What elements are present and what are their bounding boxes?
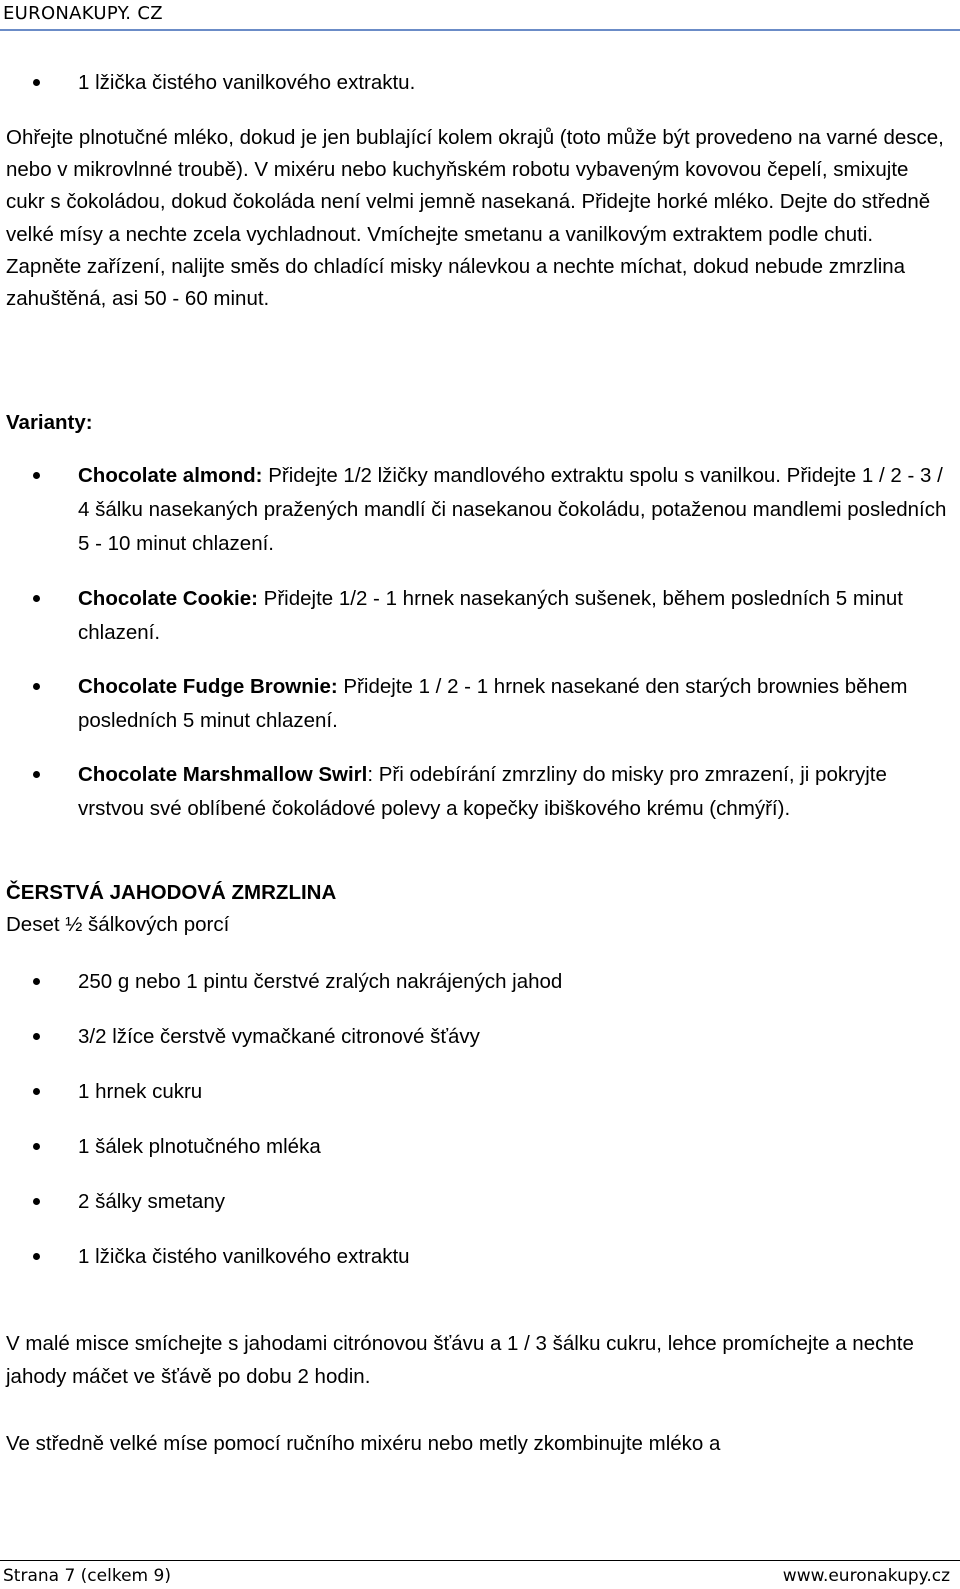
variant-description: : Při odebírání zmrzliny do misky pro zmrazení, ji pokryjte vrstvou své oblíbené čokoládové polevy a kopečky ibiškového krému (chmýří). [78, 763, 887, 820]
ingredient-text: 2 šálky smetany [78, 1190, 225, 1213]
footer-website: www.euronakupy.cz [782, 1566, 950, 1586]
list-item-text: 1 lžička čistého vanilkového extraktu. [78, 71, 416, 94]
variant-text [78, 582, 952, 650]
footer-divider [0, 1560, 960, 1561]
ingredient-text: 1 šálek plnotučného mléka [78, 1135, 321, 1158]
bullet-icon [33, 1253, 40, 1260]
variant-name: Chocolate Fudge Brownie: [78, 675, 338, 698]
recipe-step: Ve středně velké míse pomocí ručního mixéru nebo metly zkombinujte mléko a [6, 1432, 721, 1455]
variants-heading: Varianty: [6, 411, 93, 434]
instructions-paragraph: Ohřejte plnotučné mléko, dokud je jen bublající kolem okrajů (toto může být provedeno na varné desce, nebo v mikrovlnné troubě). V mixéru nebo kuchyňském robotu vybaveným kovovou čepelí, smixujte cukr s čokoládou, dokud čokoláda není velmi jemně nasekaná. Přidejte horké mléko. Dejte do středně velké mísy a nechte zcela vychladnout. Vmíchejte smetanu a vanilkovým extraktem podle chuti. Zapněte zařízení, nalijte směs do chladící misky nálevkou a nechte míchat, dokud nebude zmrzlina zahuštěná, asi 50 - 60 minut. [6, 126, 944, 311]
bullet-icon [33, 1033, 40, 1040]
bullet-icon [33, 472, 40, 479]
ingredient-text: 250 g nebo 1 pintu čerstvé zralých nakrájených jahod [78, 970, 563, 993]
bullet-icon [33, 1143, 40, 1150]
page-number: Strana 7 (celkem 9) [3, 1566, 171, 1586]
ingredient-text: 3/2 lžíce čerstvě vymačkané citronové šťávy [78, 1025, 480, 1048]
variant-name: Chocolate almond: [78, 464, 263, 487]
variant-text [78, 459, 952, 561]
bullet-icon [33, 1088, 40, 1095]
bullet-icon [33, 1198, 40, 1205]
bullet-icon [33, 595, 40, 602]
bullet-icon [33, 771, 40, 778]
variant-name: Chocolate Marshmallow Swirl [78, 763, 368, 786]
variant-description: Přidejte 1 / 2 - 1 hrnek nasekané den starých brownies během posledních 5 minut chlazení. [78, 675, 908, 732]
variant-text [78, 758, 952, 826]
bullet-icon [33, 79, 40, 86]
recipe-title: ČERSTVÁ JAHODOVÁ ZMRZLINA [6, 881, 337, 904]
page-header [0, 0, 960, 31]
variant-description: Přidejte 1/2 lžičky mandlového extraktu spolu s vanilkou. Přidejte 1 / 2 - 3 / 4 šálku nasekaných pražených mandlí či nasekanou čokoládu, potaženou mandlemi posledních 5 - 10 minut chlazení. [78, 464, 947, 555]
variant-description: Přidejte 1/2 - 1 hrnek nasekaných sušenek, během posledních 5 minut chlazení. [78, 587, 903, 644]
recipe-servings: Deset ½ šálkových porcí [6, 913, 230, 936]
variant-name: Chocolate Cookie: [78, 587, 258, 610]
bullet-icon [33, 683, 40, 690]
bullet-icon [33, 978, 40, 985]
ingredient-text: 1 lžička čistého vanilkového extraktu [78, 1245, 410, 1268]
site-name: EURONAKUPY. CZ [3, 3, 163, 24]
recipe-step: V malé misce smíchejte s jahodami citrónovou šťávu a 1 / 3 šálku cukru, lehce promíchejte a nechte jahody máčet ve šťávě po dobu 2 hodin. [6, 1332, 914, 1388]
ingredient-text: 1 hrnek cukru [78, 1080, 203, 1103]
variant-text [78, 670, 952, 738]
